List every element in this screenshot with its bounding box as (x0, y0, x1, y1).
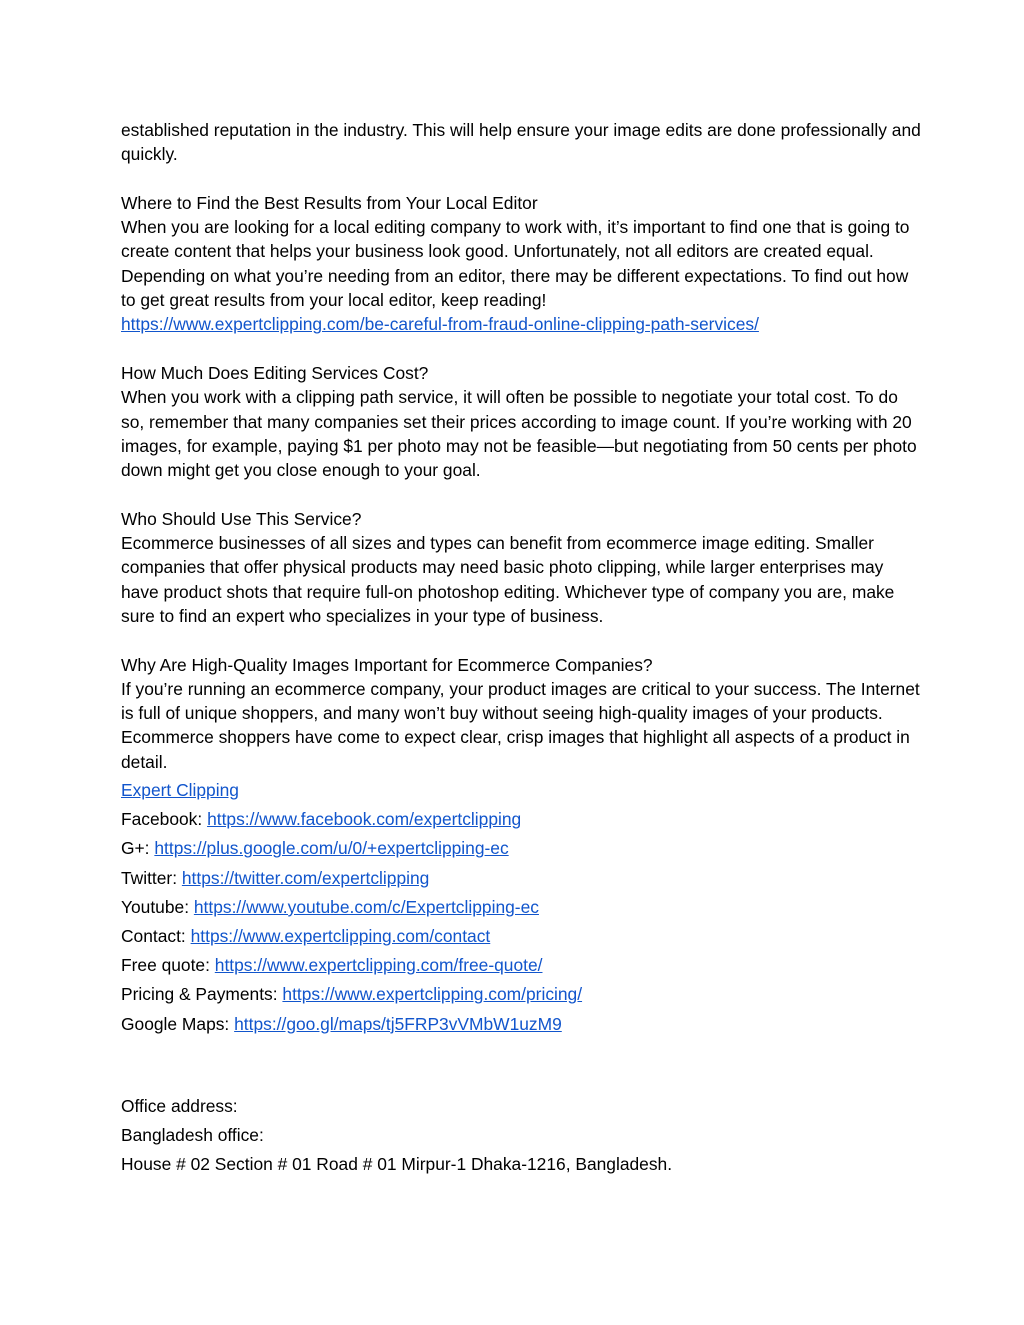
link-row-gplus (121, 834, 921, 863)
link-label: G+: (121, 838, 150, 859)
section-body-local-editor: When you are looking for a local editing company to work with, it’s important to find one that is going to create content that helps your business look good. Unfortunately, not all editors are created equal. Depending on what you’re needing from an editor, there may be different expectations. To find out how to get great results from your local editor, keep reading! (121, 217, 910, 311)
link-row-contact (121, 922, 921, 951)
link-row-google-maps (121, 1010, 921, 1039)
section-heading-cost: How Much Does Editing Services Cost? (121, 362, 429, 383)
link-label: Facebook: (121, 809, 203, 830)
contact-link[interactable]: https://www.expertclipping.com/contact (190, 926, 491, 947)
link-row-facebook (121, 805, 921, 834)
link-label: Google Maps: (121, 1013, 230, 1034)
link-row-twitter (121, 864, 921, 893)
gplus-link[interactable]: https://plus.google.com/u/0/+expertclipping-ec (154, 838, 509, 859)
twitter-link[interactable]: https://twitter.com/expertclipping (181, 867, 430, 888)
link-label: Twitter: (121, 867, 178, 888)
link-row-pricing (121, 980, 921, 1009)
link-row-free-quote (121, 951, 921, 980)
google-maps-link[interactable]: https://goo.gl/maps/tj5FRP3vVMbW1uzM9 (234, 1013, 562, 1034)
section-body-cost: When you work with a clipping path service, it will often be possible to negotiate your total cost. To do so, remember that many companies set their prices according to image count. If you’re working with 20 images, for example, paying $1 per photo may not be feasible—but negotiating from 50 cents per photo down might get you close enough to your goal. (121, 387, 917, 481)
link-label: Contact: (121, 926, 186, 947)
brand-link[interactable]: Expert Clipping (121, 780, 239, 801)
free-quote-link[interactable]: https://www.expertclipping.com/free-quote/ (214, 955, 543, 976)
section-body-why: If you’re running an ecommerce company, your product images are critical to your success. The Internet is full of unique shoppers, and many won’t buy without seeing high-quality images of your products. Ecommerce shoppers have come to expect clear, crisp images that highlight all aspects of a product in detail. (121, 678, 920, 772)
youtube-link[interactable]: https://www.youtube.com/c/Expertclipping-ec (193, 896, 539, 917)
section-heading-who: Who Should Use This Service? (121, 508, 362, 529)
fraud-article-link[interactable]: https://www.expertclipping.com/be-careful-from-fraud-online-clipping-path-services/ (121, 314, 759, 335)
section-heading-local-editor: Where to Find the Best Results from Your Local Editor (121, 192, 538, 213)
link-label: Youtube: (121, 896, 190, 917)
facebook-link[interactable]: https://www.facebook.com/expertclipping (207, 809, 522, 830)
section-heading-why: Why Are High-Quality Images Important for Ecommerce Companies? (121, 654, 653, 675)
social-links-list (121, 776, 921, 1039)
address-title: Office address: (121, 1095, 238, 1116)
intro-paragraph: established reputation in the industry. This will help ensure your image edits are done professionally and quickly. (121, 120, 921, 165)
section-body-who: Ecommerce businesses of all sizes and types can benefit from ecommerce image editing. Smaller companies that offer physical products may need basic photo clipping, while larger enterprises may have product shots that require full-on photoshop editing. Whichever type of company you are, make sure to find an expert who specializes in your type of business. (121, 533, 895, 626)
link-row-youtube (121, 893, 921, 922)
address-line: House # 02 Section # 01 Road # 01 Mirpur-1 Dhaka-1216, Bangladesh. (121, 1154, 673, 1175)
document-page (121, 118, 921, 1179)
pricing-link[interactable]: https://www.expertclipping.com/pricing/ (282, 984, 583, 1005)
office-address-block (121, 1092, 921, 1180)
link-label: Free quote: (121, 955, 210, 976)
link-label: Pricing & Payments: (121, 984, 278, 1005)
office-name: Bangladesh office: (121, 1125, 264, 1146)
